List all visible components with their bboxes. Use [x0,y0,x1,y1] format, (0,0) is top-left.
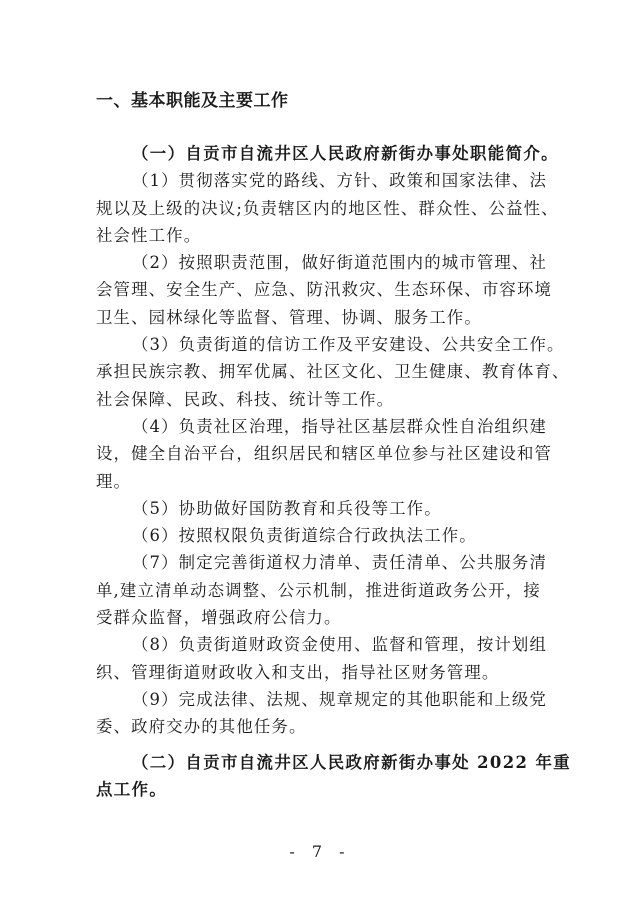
paragraph-line: （7）制定完善街道权力清单、责任清单、公共服务清 [132,553,548,573]
list-item [96,167,559,249]
subsection-title: 点工作。 [96,779,168,799]
paragraph-line: 规以及上级的决议;负责辖区内的地区性、群众性、公益性、 [96,198,559,218]
paragraph-line: （3）负责街道的信访工作及平安建设、公共安全工作。 [132,335,565,355]
paragraph-line: （8）负责街道财政资金使用、监督和管理，按计划组 [132,635,548,655]
list-item [96,495,548,522]
paragraph-line: 社会性工作。 [96,225,202,245]
paragraph-line: 设，健全自治平台，组织居民和辖区单位参与社区建设和管 [96,444,553,464]
page-number: - 7 - [289,842,351,861]
paragraph-line: 卫生、园林绿化等监督、管理、协调、服务工作。 [96,307,482,327]
paragraph-line: （9）完成法律、法规、规章规定的其他职能和上级党 [132,689,548,709]
list-item [96,549,548,631]
paragraph-line: （2）按照职责范围，做好街道范围内的城市管理、社 [132,253,548,273]
paragraph-line: 织、管理街道财政收入和支出，指导社区财务管理。 [96,662,500,682]
paragraph-line: 受群众监督，增强政府公信力。 [96,608,342,628]
paragraph-line: （6）按照权限负责街道综合行政执法工作。 [132,526,477,546]
paragraph-line: 理。 [96,471,132,491]
paragraph-line: 承担民族宗教、拥军优属、社区文化、卫生健康、教育体育、 [96,362,570,382]
list-item [96,686,548,741]
subsection-title: （一）自贡市自流井区人民政府新街办事处职能简介。 [132,144,559,163]
list-item [96,631,548,686]
paragraph-line: 会管理、安全生产、应急、防汛救灾、生态环保、市容环境 [96,280,553,300]
list-item [96,413,553,495]
paragraph-line: （5）协助做好国防教育和兵役等工作。 [132,498,442,518]
list-item [96,331,570,413]
paragraph-line: （1）贯彻落实党的路线、方针、政策和国家法律、法 [132,171,548,191]
paragraph-line: （4）负责社区治理，指导社区基层群众性自治组织建 [132,416,548,436]
list-item [96,249,553,331]
paragraph-line: 单,建立清单动态调整、公示机制，推进街道政务公开，接 [96,580,541,600]
document-body [96,140,572,803]
subsection-title: （二）自贡市自流井区人民政府新街办事处 2022 年重 [132,752,572,772]
paragraph-line: 委、政府交办的其他任务。 [96,717,307,737]
paragraph-line: 社会保障、民政、科技、统计等工作。 [96,389,395,409]
list-item [96,522,548,549]
section-heading: 一、基本职能及主要工作 [96,91,289,111]
